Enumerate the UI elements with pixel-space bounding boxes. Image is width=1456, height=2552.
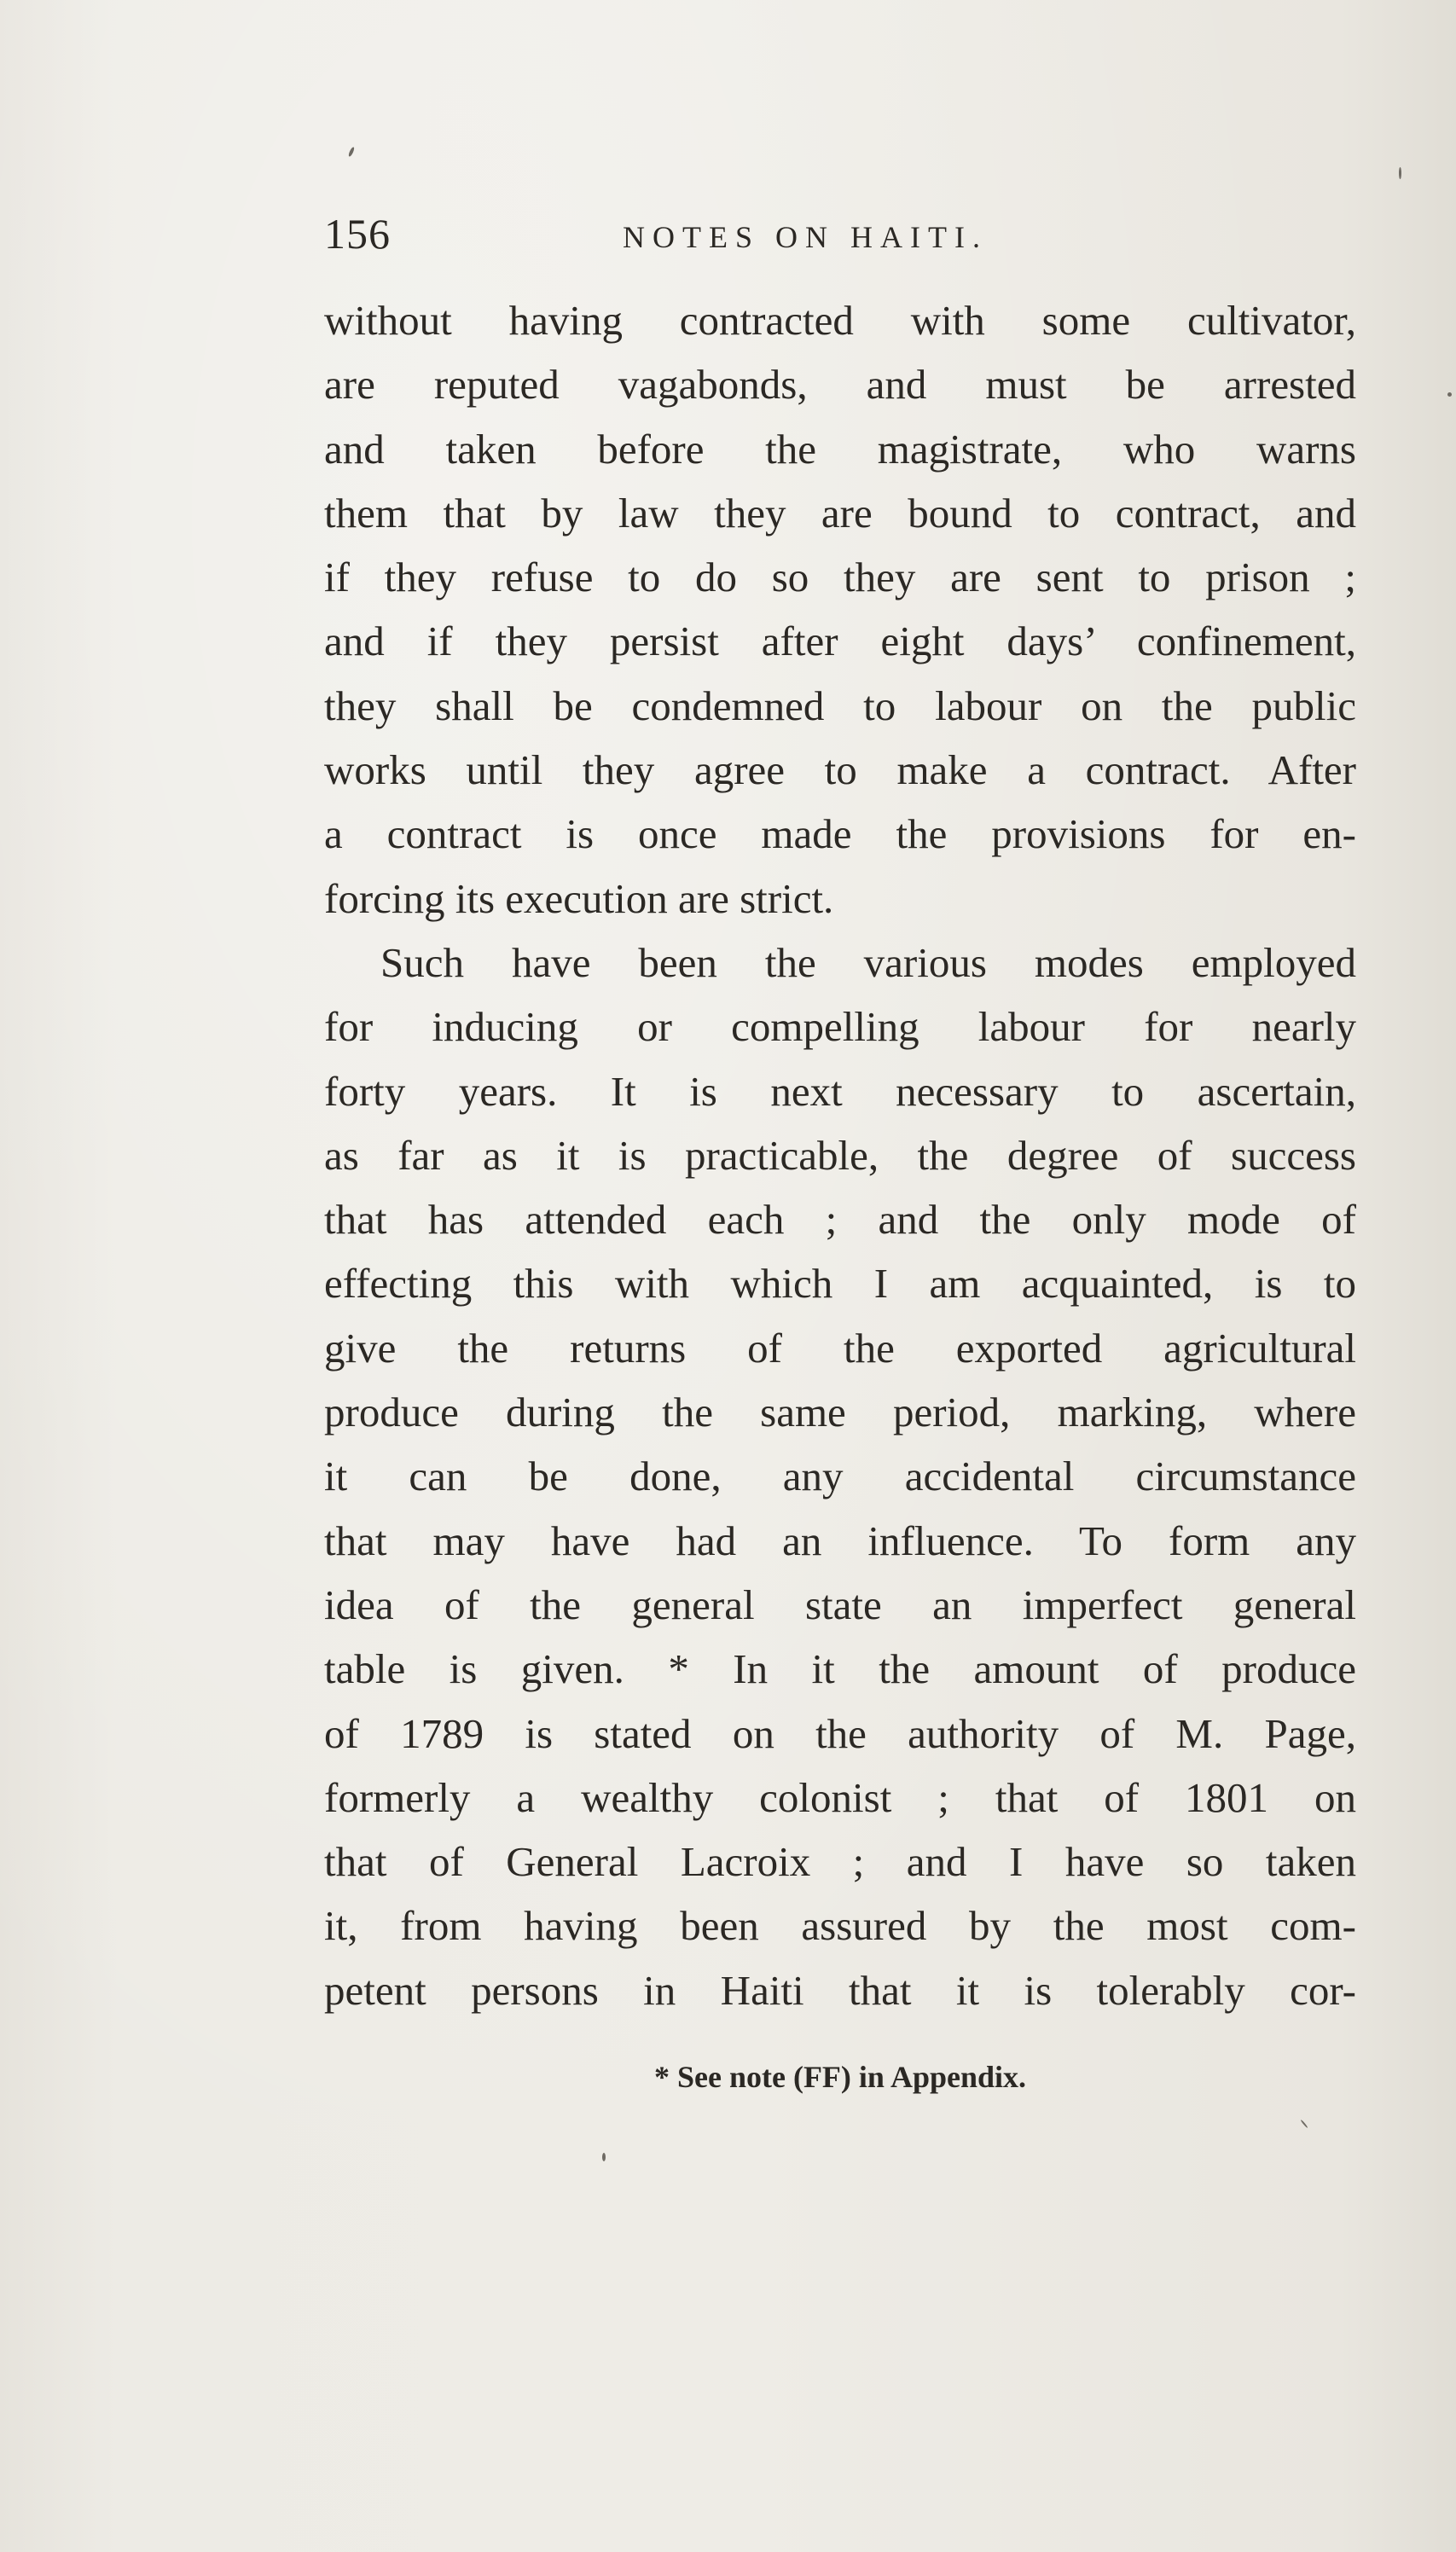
page-number: 156 xyxy=(324,210,391,258)
paper-speck xyxy=(348,147,356,158)
paper-speck xyxy=(1300,2120,1308,2128)
body-text xyxy=(324,288,1356,2022)
paper-speck xyxy=(1447,392,1452,397)
text-line: table is given. * In it the amount of produce xyxy=(324,1645,1356,1693)
text-line: forty years. It is next necessary to ascertain, xyxy=(324,1067,1356,1115)
paragraph-end-line: forcing its execution are strict. xyxy=(324,874,834,922)
text-line: produce during the same period, marking, where xyxy=(324,1389,1356,1436)
text-line: are reputed vagabonds, and must be arrested xyxy=(324,361,1356,409)
text-line: without having contracted with some cultivator, xyxy=(324,297,1356,344)
text-line: formerly a wealthy colonist ; that of 1801 on xyxy=(324,1773,1356,1821)
text-line: works until they agree to make a contract. After xyxy=(324,746,1356,794)
text-line: of 1789 is stated on the authority of M. Page, xyxy=(324,1709,1356,1757)
text-line: that of General Lacroix ; and I have so taken xyxy=(324,1838,1356,1886)
paper-speck xyxy=(1399,167,1401,179)
running-title: NOTES ON HAITI. xyxy=(623,220,988,254)
text-line: effecting this with which I am acquainted, is to xyxy=(324,1260,1356,1308)
text-line: it can be done, any accidental circumstance xyxy=(324,1453,1356,1500)
text-line: it, from having been assured by the most com- xyxy=(324,1902,1356,1950)
text-line: them that by law they are bound to contract, and xyxy=(324,489,1356,536)
text-line: as far as it is practicable, the degree of success xyxy=(324,1131,1356,1179)
text-line: and if they persist after eight days’ confinement, xyxy=(324,618,1356,665)
text-line: they shall be condemned to labour on the public xyxy=(324,682,1356,729)
running-head xyxy=(324,200,1356,268)
text-line: a contract is once made the provisions for en- xyxy=(324,810,1356,858)
text-line: petent persons in Haiti that it is tolerably cor- xyxy=(324,1966,1356,2014)
text-line: and taken before the magistrate, who warns xyxy=(324,425,1356,473)
paragraph-first-line: Such have been the various modes employed xyxy=(380,938,1356,986)
text-line: if they refuse to do so they are sent to prison ; xyxy=(324,554,1356,601)
footnote: * See note (FF) in Appendix. xyxy=(653,2060,1027,2094)
text-line: for inducing or compelling labour for nearly xyxy=(324,1003,1356,1051)
text-line: give the returns of the exported agricultural xyxy=(324,1324,1356,1372)
text-line: that has attended each ; and the only mode of xyxy=(324,1196,1356,1244)
paper-speck xyxy=(602,2153,606,2161)
text-line: that may have had an influence. To form any xyxy=(324,1517,1356,1564)
text-line: idea of the general state an imperfect general xyxy=(324,1580,1356,1628)
